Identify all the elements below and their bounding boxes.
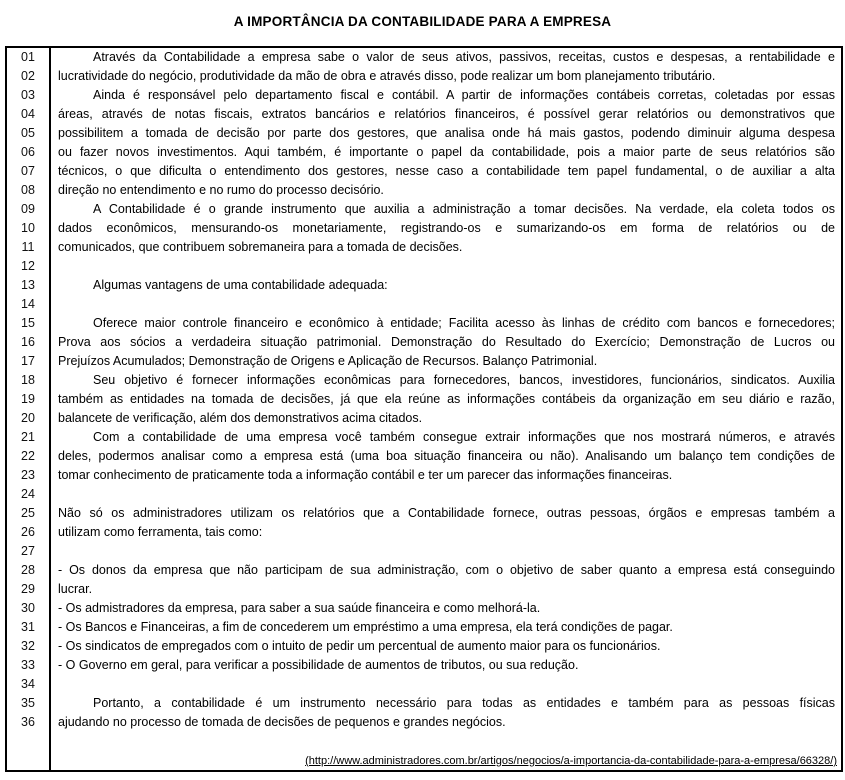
line-text: Oferece maior controle financeiro e econômico à entidade; Facilita acesso às linhas de crédito com bancos e fornecedores; <box>93 316 835 330</box>
table-row <box>7 295 841 314</box>
line-text: Ainda é responsável pelo departamento fiscal e contábil. A partir de informações contábeis corretas, coletadas por essas <box>93 88 835 102</box>
table-row <box>7 580 841 599</box>
line-text: também as entidades na tomada de decisões, já que ela reúne as informações contábeis da organização em seu diário e razão, <box>58 392 835 406</box>
line-number: 12 <box>7 257 51 276</box>
line-text: - Os admistradores da empresa, para saber a sua saúde financeira e como melhorá-la. <box>58 601 541 615</box>
page-title: A IMPORTÂNCIA DA CONTABILIDADE PARA A EMPRESA <box>233 14 612 29</box>
line-number: 35 <box>7 694 51 713</box>
table-row <box>7 314 841 333</box>
line-number: 06 <box>7 143 51 162</box>
line-text: balancete de verificação, além dos demonstrativos acima citados. <box>58 411 423 425</box>
line-number: 04 <box>7 105 51 124</box>
table-row <box>7 504 841 523</box>
line-number: 21 <box>7 428 51 447</box>
line-number: 18 <box>7 371 51 390</box>
document-table <box>5 46 843 772</box>
table-row <box>7 200 841 219</box>
table-row <box>7 466 841 485</box>
line-text: A Contabilidade é o grande instrumento que auxilia a administração a tomar decisões. Na verdade, ela coleta todos os <box>93 202 835 216</box>
line-text: Algumas vantagens de uma contabilidade adequada: <box>93 278 388 292</box>
table-row <box>7 599 841 618</box>
line-text: deles, podermos analisar como a empresa está (uma boa situação financeira ou não). Analisando um balanço tem condições de <box>58 449 835 463</box>
line-text: tomar conhecimento de praticamente toda a informação contábil e ter um parecer das informações financeiras. <box>58 468 673 482</box>
table-row <box>7 162 841 181</box>
line-text <box>51 675 841 694</box>
line-text <box>51 257 841 276</box>
table-row <box>7 181 841 200</box>
line-text: lucrar. <box>58 582 93 596</box>
table-row <box>7 485 841 504</box>
table-row <box>7 67 841 86</box>
source-cell <box>51 751 841 770</box>
spacer-row <box>7 732 841 751</box>
table-row <box>7 86 841 105</box>
line-number: 33 <box>7 656 51 675</box>
table-row <box>7 447 841 466</box>
line-number: 20 <box>7 409 51 428</box>
line-number: 03 <box>7 86 51 105</box>
line-text: Seu objetivo é fornecer informações econômicas para fornecedores, bancos, investidores, funcionários, sindicatos. Auxilia <box>93 373 835 387</box>
line-number: 02 <box>7 67 51 86</box>
line-number <box>7 732 51 751</box>
line-text: Não só os administradores utilizam os relatórios que a Contabilidade fornece, outras pessoas, órgãos e empresas também a <box>58 506 835 520</box>
table-row <box>7 713 841 732</box>
table-row <box>7 333 841 352</box>
line-number: 32 <box>7 637 51 656</box>
line-number: 23 <box>7 466 51 485</box>
line-number: 34 <box>7 675 51 694</box>
line-text <box>51 732 841 751</box>
line-text: direção no entendimento e no rumo do processo decisório. <box>58 183 384 197</box>
table-row <box>7 352 841 371</box>
table-row <box>7 257 841 276</box>
line-number: 29 <box>7 580 51 599</box>
table-row <box>7 656 841 675</box>
document-table-body <box>7 48 841 732</box>
table-row <box>7 48 841 67</box>
line-number <box>7 751 51 770</box>
line-text: lucratividade do negócio, produtividade da mão de obra e através disso, pode realizar um bom planejamento tributário. <box>58 69 716 83</box>
table-row <box>7 276 841 295</box>
line-number: 16 <box>7 333 51 352</box>
line-number: 17 <box>7 352 51 371</box>
line-text: Através da Contabilidade a empresa sabe o valor de seus ativos, passivos, receitas, custos e despesas, a rentabilidade e <box>93 50 835 64</box>
table-row <box>7 143 841 162</box>
line-number: 08 <box>7 181 51 200</box>
line-text: dados econômicos, mensurando-os monetariamente, registrando-os e sumarizando-os em forma de relatórios ou de <box>58 221 835 235</box>
line-number: 14 <box>7 295 51 314</box>
line-text <box>51 485 841 504</box>
line-number: 19 <box>7 390 51 409</box>
source-row <box>7 751 841 770</box>
table-row <box>7 238 841 257</box>
line-number: 10 <box>7 219 51 238</box>
line-number: 09 <box>7 200 51 219</box>
table-row <box>7 542 841 561</box>
table-row <box>7 561 841 580</box>
line-number: 28 <box>7 561 51 580</box>
line-text <box>51 295 841 314</box>
line-number: 05 <box>7 124 51 143</box>
line-text: Prejuízos Acumulados; Demonstração de Origens e Aplicação de Recursos. Balanço Patrimonial. <box>58 354 598 368</box>
table-row <box>7 371 841 390</box>
line-number: 27 <box>7 542 51 561</box>
table-row <box>7 694 841 713</box>
table-row <box>7 390 841 409</box>
source-link[interactable]: (http://www.administradores.com.br/artigos/negocios/a-importancia-da-contabilidade-para-a-empresa/66328/) <box>305 755 837 767</box>
line-text: técnicos, o que dificulta o entendimento dos gestores, nesse caso a contabilidade tem papel fundamental, o de auxiliar a alta <box>58 164 835 178</box>
line-text: Com a contabilidade de uma empresa você também consegue extrair informações que nos mostrará números, e através <box>93 430 835 444</box>
line-text: Prova aos sócios a verdadeira situação patrimonial. Demonstração do Resultado do Exercício; Demonstração de Lucros ou <box>58 335 835 349</box>
line-number: 07 <box>7 162 51 181</box>
table-row <box>7 675 841 694</box>
line-number: 26 <box>7 523 51 542</box>
line-text: - O Governo em geral, para verificar a possibilidade de aumentos de tributos, ou sua redução. <box>58 658 579 672</box>
line-text: - Os sindicatos de empregados com o intuito de pedir um percentual de aumento maior para os funcionários. <box>58 639 661 653</box>
table-row <box>7 428 841 447</box>
line-text: ajudando no processo de tomada de decisões de pequenos e grandes negócios. <box>58 715 506 729</box>
line-number: 31 <box>7 618 51 637</box>
line-number: 36 <box>7 713 51 732</box>
table-row <box>7 523 841 542</box>
line-number: 13 <box>7 276 51 295</box>
line-number: 30 <box>7 599 51 618</box>
line-text: comunicados, que contribuem sobremaneira para a tomada de decisões. <box>58 240 463 254</box>
table-row <box>7 409 841 428</box>
line-text: ou fazer novos investimentos. Aqui também, é importante o papel da contabilidade, pois a maior parte de seus relatórios são <box>58 145 835 159</box>
line-number: 11 <box>7 238 51 257</box>
line-number: 24 <box>7 485 51 504</box>
line-text: áreas, através de notas fiscais, extratos bancários e relatórios financeiros, é possível gerar relatórios ou demonstrativos que <box>58 107 835 121</box>
line-number: 22 <box>7 447 51 466</box>
table-row <box>7 618 841 637</box>
table-row <box>7 637 841 656</box>
line-text: - Os donos da empresa que não participam de sua administração, com o objetivo de saber quanto a empresa está conseguindo <box>58 563 835 577</box>
line-text: possibilitem a tomada de decisão por parte dos gestores, que analisa onde há mais gastos, podendo diminuir alguma despesa <box>58 126 835 140</box>
line-text <box>51 542 841 561</box>
line-number: 01 <box>7 48 51 67</box>
table-row <box>7 105 841 124</box>
table-row <box>7 219 841 238</box>
line-number: 15 <box>7 314 51 333</box>
line-text: utilizam como ferramenta, tais como: <box>58 525 263 539</box>
line-text: - Os Bancos e Financeiras, a fim de concederem um empréstimo a uma empresa, ela terá condições de pagar. <box>58 620 673 634</box>
line-number: 25 <box>7 504 51 523</box>
line-text: Portanto, a contabilidade é um instrumento necessário para todas as entidades e também para as pessoas físicas <box>93 696 835 710</box>
table-row <box>7 124 841 143</box>
